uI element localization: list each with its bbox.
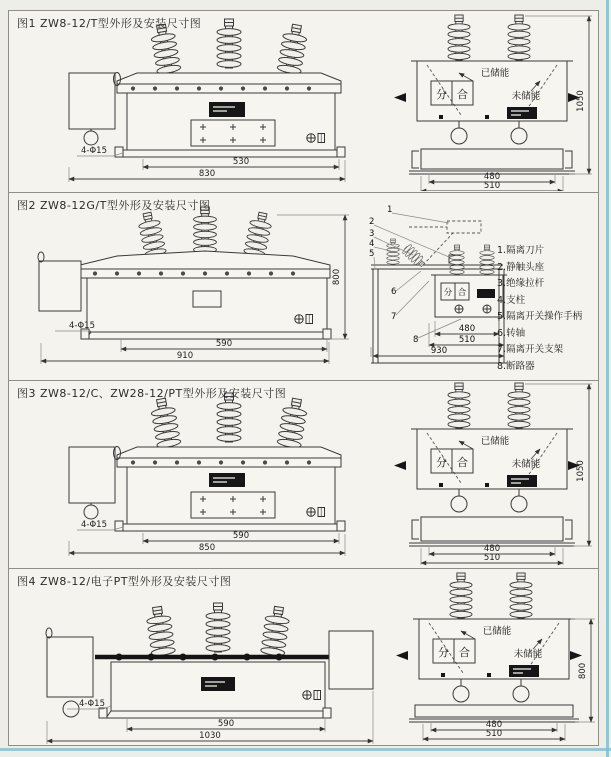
holes-label: 4-Φ15 <box>81 146 107 156</box>
callout-5: 5 <box>369 249 375 259</box>
post-insulator-icon <box>387 239 399 264</box>
figure-4-title: 图4 ZW8-12/电子PT型外形及安装尺寸图 <box>17 575 232 588</box>
dim-overall: 850 <box>198 543 216 553</box>
operating-hole <box>513 686 529 702</box>
dim-span: 590 <box>215 339 233 349</box>
callout-8: 8 <box>413 335 419 345</box>
bushing-icon <box>510 573 532 618</box>
dim-span: 530 <box>232 157 250 167</box>
fig3-side-view <box>69 393 345 556</box>
operating-hole <box>453 686 469 702</box>
left-box <box>47 637 93 697</box>
right-box <box>329 631 373 689</box>
fig4-side-view <box>46 603 373 744</box>
close-label: 合 <box>459 646 470 659</box>
open-label: 分 <box>436 88 447 101</box>
bushing-icon <box>448 383 470 428</box>
dim-span: 480 <box>483 172 501 182</box>
fig1-front-view <box>394 15 592 191</box>
operating-hole <box>511 496 527 512</box>
dim-overall: 510 <box>485 729 503 739</box>
figure-4-drawing <box>9 569 600 744</box>
hanging-ring-icon <box>84 131 98 145</box>
uncharged-label: 未储能 <box>513 649 543 660</box>
bushing-icon <box>450 573 472 618</box>
holes-label: 4-Φ15 <box>81 520 107 530</box>
holes-label: 4-Φ15 <box>69 321 95 331</box>
bushing-icon <box>508 383 530 428</box>
fig2-disconnector-view <box>369 205 507 363</box>
dim-height: 1050 <box>576 90 586 112</box>
legend-item: 3.绝缘拉杆 <box>497 278 545 289</box>
breaker-body <box>127 93 335 150</box>
fig1-side-view <box>69 19 345 182</box>
dim-overall: 830 <box>198 169 216 179</box>
figure-1-title: 图1 ZW8-12/T型外形及安装尺寸图 <box>17 17 202 30</box>
fig4-front-view <box>396 573 595 741</box>
holes-label: 4-Φ15 <box>79 699 105 709</box>
bushing-icon <box>450 245 464 274</box>
dim-overall: 510 <box>483 553 501 563</box>
figure-1-drawing <box>9 11 600 191</box>
bushing-icon <box>145 605 176 657</box>
callout-3: 3 <box>369 229 375 239</box>
close-label: 合 <box>457 88 468 101</box>
legend-item: 4.支柱 <box>497 294 526 306</box>
dim-height: 1050 <box>576 460 586 482</box>
mounting-hook-icon <box>394 461 406 470</box>
operating-hole <box>511 128 527 144</box>
bushing-icon <box>277 397 309 449</box>
open-label: 分 <box>443 288 453 298</box>
close-label: 合 <box>457 456 468 469</box>
close-label: 合 <box>457 288 467 298</box>
dim-overall: 510 <box>483 181 501 191</box>
legend-item: 5.隔离开关操作手柄 <box>497 311 583 322</box>
bushing-icon <box>194 207 217 254</box>
dim-overall: 1030 <box>199 731 221 741</box>
open-label: 分 <box>438 646 449 659</box>
figure-2-title: 图2 ZW8-12G/T型外形及安装尺寸图 <box>17 199 211 212</box>
callout-1: 1 <box>387 205 393 215</box>
callout-7: 7 <box>391 312 397 322</box>
fig2-side-view <box>38 207 349 364</box>
bushing-icon <box>277 23 309 75</box>
charged-label: 已储能 <box>480 436 510 447</box>
callout-2: 2 <box>369 217 375 227</box>
operating-hole <box>451 496 467 512</box>
mounting-hook-icon <box>396 651 408 660</box>
charged-label: 已储能 <box>482 626 512 637</box>
control-box <box>39 261 81 311</box>
legend-item: 7.隔离开关支架 <box>497 344 564 355</box>
dim-overall: 910 <box>176 351 194 361</box>
bushing-icon <box>448 15 470 60</box>
breaker-body <box>87 278 327 332</box>
callout-6: 6 <box>391 287 397 297</box>
figure-3-drawing <box>9 381 600 567</box>
fig3-front-view <box>394 383 592 565</box>
scan-edge-bottom <box>0 748 611 751</box>
hanging-ring-icon <box>84 505 98 519</box>
nameplate <box>201 677 235 691</box>
bushing-icon <box>260 605 291 657</box>
dim-height: 800 <box>578 662 588 680</box>
scan-edge-right <box>606 0 609 757</box>
dim-height: 800 <box>332 268 342 286</box>
legend-item: 6.转轴 <box>497 327 526 339</box>
figure-3-panel <box>9 381 598 569</box>
nameplate <box>209 473 245 487</box>
mounting-hook-icon <box>570 651 582 660</box>
bushing-icon <box>149 397 181 449</box>
legend-item: 1.隔离刀片 <box>497 245 545 256</box>
dim-base: 930 <box>430 346 448 356</box>
bushing-icon <box>136 211 166 259</box>
open-label: 分 <box>436 456 447 469</box>
uncharged-label: 未储能 <box>511 459 541 470</box>
dim-span: 480 <box>483 544 501 554</box>
support-column <box>373 269 378 363</box>
callout-4: 4 <box>369 239 375 249</box>
nameplate <box>477 289 495 298</box>
dim-span: 590 <box>232 531 250 541</box>
dim-overall: 510 <box>458 335 476 345</box>
figure-1-panel <box>9 11 598 193</box>
nameplate <box>209 102 245 117</box>
bushing-icon <box>206 603 230 652</box>
bushing-icon <box>480 245 494 274</box>
dim-span: 480 <box>458 324 476 334</box>
control-box <box>69 447 115 503</box>
bushing-icon <box>217 19 241 68</box>
legend-item: 8.断路器 <box>497 360 535 372</box>
mounting-hook-icon <box>394 93 406 102</box>
figure-2-panel <box>9 193 598 381</box>
bushing-icon <box>508 15 530 60</box>
page-frame <box>8 10 599 746</box>
bushing-icon <box>243 211 273 259</box>
dim-span: 480 <box>485 720 503 730</box>
uncharged-label: 未储能 <box>511 91 541 102</box>
parts-legend <box>497 243 599 375</box>
control-box <box>69 73 115 129</box>
legend-item: 2.静触头座 <box>497 261 545 273</box>
operating-hole <box>451 128 467 144</box>
figure-3-title: 图3 ZW8-12/C、ZW28-12/PT型外形及安装尺寸图 <box>17 387 287 400</box>
figure-4-panel <box>9 569 598 746</box>
dim-span: 590 <box>217 719 235 729</box>
charged-label: 已储能 <box>480 68 510 79</box>
